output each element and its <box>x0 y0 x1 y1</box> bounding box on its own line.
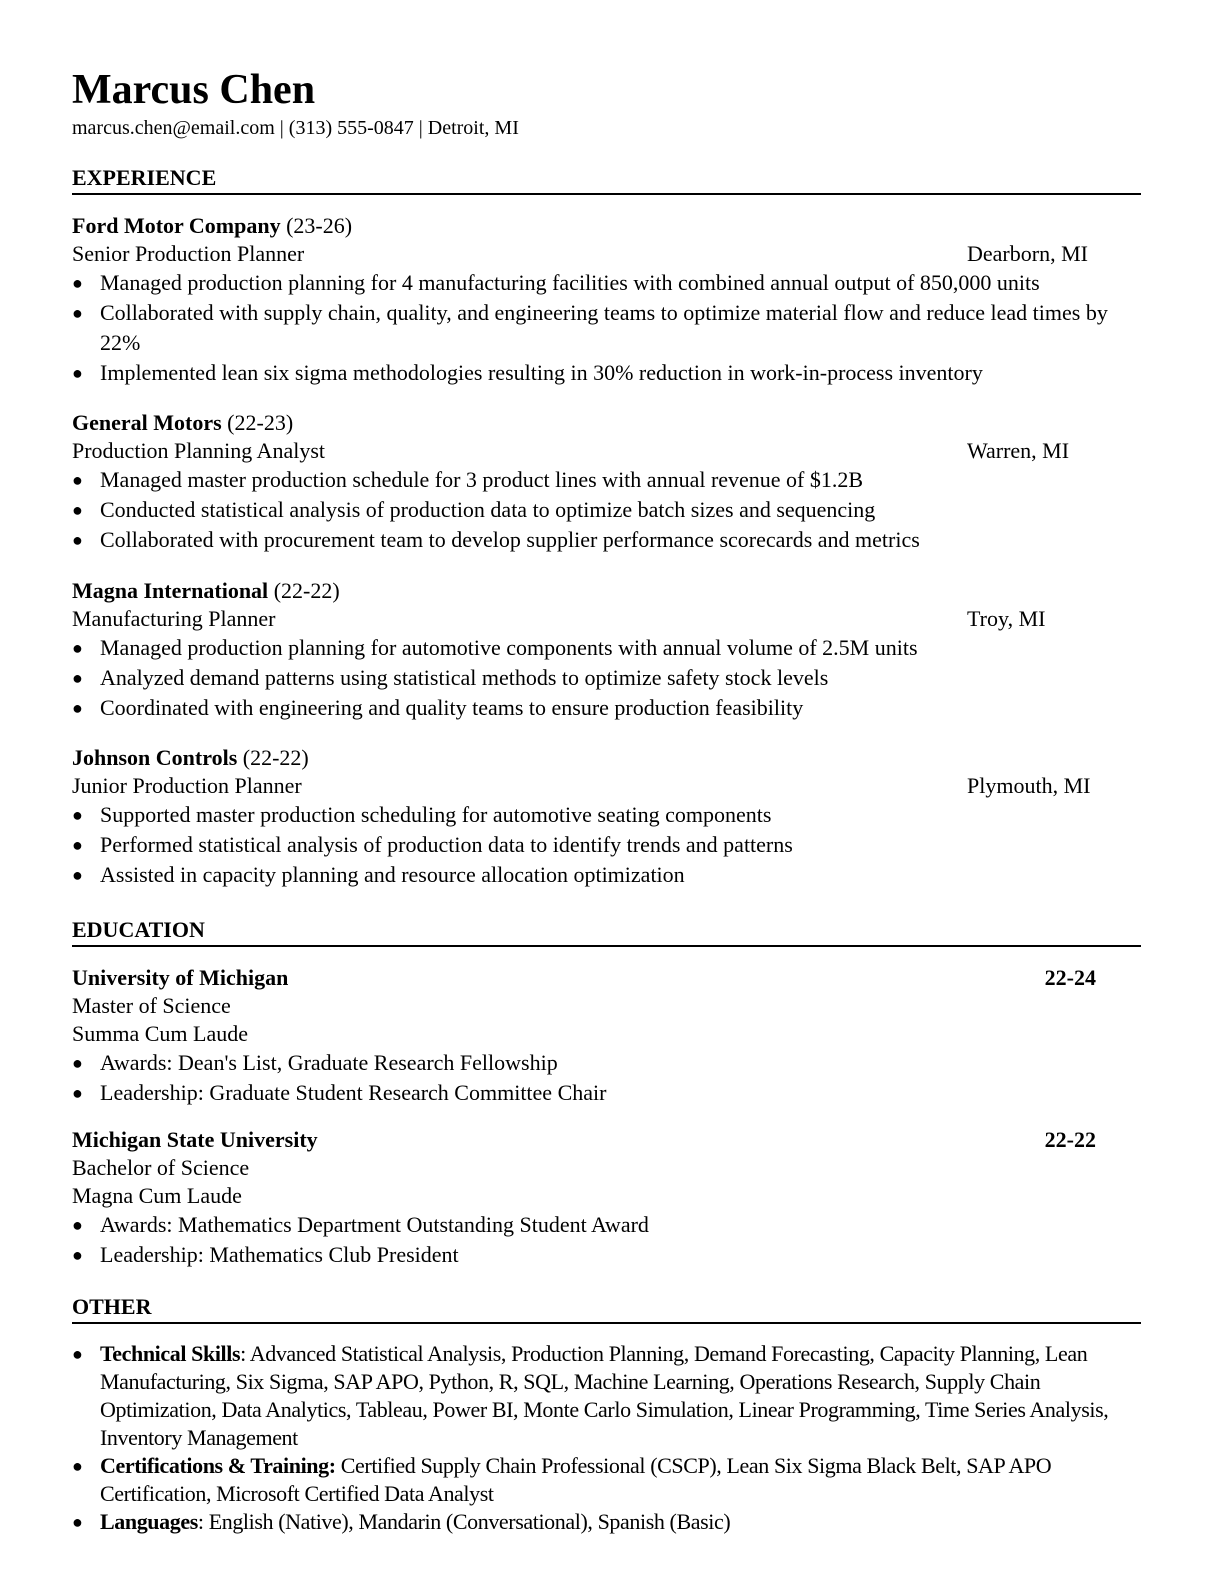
company-name: General Motors <box>72 410 222 435</box>
list-item: ● Awards: Mathematics Department Outstanding Student Award <box>72 1210 1141 1240</box>
bullet-icon: ● <box>72 1512 83 1532</box>
section-title-education: EDUCATION <box>72 915 1141 947</box>
bullet-icon: ● <box>72 530 83 550</box>
bullet-icon: ● <box>72 273 83 293</box>
job-title: Junior Production Planner <box>72 773 302 798</box>
bullet-icon: ● <box>72 1245 83 1265</box>
bullet-icon: ● <box>72 470 83 490</box>
bullet-icon: ● <box>72 835 83 855</box>
education-bullets <box>72 1210 1141 1270</box>
list-item: ● Managed production planning for automotive components with annual volume of 2.5M units <box>72 633 1141 663</box>
bullet-icon: ● <box>72 500 83 520</box>
job-location: Plymouth, MI <box>967 773 1091 798</box>
job-entry <box>72 409 1141 555</box>
job-title: Production Planning Analyst <box>72 438 325 463</box>
company-name: Ford Motor Company <box>72 213 281 238</box>
job-bullets <box>72 268 1141 388</box>
bullet-icon: ● <box>72 1053 83 1073</box>
list-item: ● Analyzed demand patterns using statistical methods to optimize safety stock levels <box>72 663 1141 693</box>
list-item: ● Implemented lean six sigma methodologies resulting in 30% reduction in work-in-process inventory <box>72 358 1141 388</box>
bullet-icon: ● <box>72 303 83 323</box>
education-entry <box>72 964 1141 1108</box>
list-item: ● Supported master production scheduling for automotive seating components <box>72 800 1141 830</box>
bullet-icon: ● <box>72 363 83 383</box>
bullet-icon: ● <box>72 865 83 885</box>
school-name: Michigan State University <box>72 1127 318 1152</box>
list-item: ● Assisted in capacity planning and resource allocation optimization <box>72 860 1141 890</box>
list-item: ● Collaborated with procurement team to develop supplier performance scorecards and metrics <box>72 525 1141 555</box>
list-item: ● Managed master production schedule for 3 product lines with annual revenue of $1.2B <box>72 465 1141 495</box>
list-item: ● Coordinated with engineering and quality teams to ensure production feasibility <box>72 693 1141 723</box>
bullet-icon: ● <box>72 698 83 718</box>
list-item: ● Leadership: Mathematics Club President <box>72 1240 1141 1270</box>
job-location: Warren, MI <box>967 438 1070 463</box>
education-bullets <box>72 1048 1141 1108</box>
job-location: Troy, MI <box>967 606 1046 631</box>
list-item: ● Leadership: Graduate Student Research Committee Chair <box>72 1078 1141 1108</box>
job-location: Dearborn, MI <box>967 241 1088 266</box>
job-title-row <box>72 240 1141 268</box>
company-name: Johnson Controls <box>72 745 238 770</box>
honors: Summa Cum Laude <box>72 1021 248 1046</box>
degree: Bachelor of Science <box>72 1155 250 1180</box>
list-item: ● Technical Skills: Advanced Statistical Analysis, Production Planning, Demand Forecasting, Capacity Planning, Lean Manufacturing, Six Sigma, SAP APO, Python, R, SQL, Machine Learning, Operations Research, Supply Chain Optimization, Data Analytics, Tableau, Power BI, Monte Carlo Simulation, Linear Programming, Time Series Analysis, Inventory Management <box>72 1341 1109 1450</box>
bullet-icon: ● <box>72 1456 83 1476</box>
job-title-row <box>72 437 1141 465</box>
job-title: Senior Production Planner <box>72 241 305 266</box>
list-item: ● Certifications & Training: Certified Supply Chain Professional (CSCP), Lean Six Sigma Black Belt, SAP APO Certification, Microsoft Certified Data Analyst <box>72 1453 1052 1506</box>
job-header <box>72 744 1141 772</box>
job-entry <box>72 577 1141 723</box>
school-row <box>72 1126 1141 1154</box>
school-name: University of Michigan <box>72 965 289 990</box>
job-title: Manufacturing Planner <box>72 606 276 631</box>
job-header <box>72 212 1141 240</box>
bullet-icon: ● <box>72 1344 83 1364</box>
company-name: Magna International <box>72 578 269 603</box>
job-title-row <box>72 605 1141 633</box>
job-bullets <box>72 633 1141 723</box>
job-entry <box>72 744 1141 890</box>
list-item: ● Conducted statistical analysis of production data to optimize batch sizes and sequencing <box>72 495 1141 525</box>
bullet-icon: ● <box>72 1083 83 1103</box>
job-dates: (22-22) <box>268 578 340 603</box>
other-block <box>72 1340 1141 1536</box>
bullet-icon: ● <box>72 805 83 825</box>
job-title-row <box>72 772 1141 800</box>
candidate-name: Marcus Chen <box>72 67 316 113</box>
job-dates: (22-22) <box>237 745 309 770</box>
bullet-icon: ● <box>72 668 83 688</box>
job-entry <box>72 212 1141 388</box>
job-bullets <box>72 465 1141 555</box>
education-entry <box>72 1126 1141 1270</box>
honors: Magna Cum Laude <box>72 1183 242 1208</box>
list-item: ● Awards: Dean's List, Graduate Research Fellowship <box>72 1048 1141 1078</box>
job-header <box>72 577 1141 605</box>
job-dates: (22-23) <box>221 410 294 435</box>
section-title-experience: EXPERIENCE <box>72 163 1141 195</box>
list-item: ● Languages: English (Native), Mandarin (Conversational), Spanish (Basic) <box>72 1509 731 1534</box>
degree: Master of Science <box>72 993 231 1018</box>
bullet-icon: ● <box>72 638 83 658</box>
job-dates: (23-26) <box>280 213 353 238</box>
job-header <box>72 409 1141 437</box>
bullet-icon: ● <box>72 1215 83 1235</box>
list-item: ● Managed production planning for 4 manufacturing facilities with combined annual output of 850,000 units <box>72 268 1141 298</box>
education-dates: 22-22 <box>1044 1127 1096 1152</box>
section-title-other: OTHER <box>72 1292 1141 1324</box>
list-item: ● Collaborated with supply chain, quality, and engineering teams to optimize material flow and reduce lead times by 22% <box>72 300 1108 355</box>
school-row <box>72 964 1141 992</box>
list-item: ● Performed statistical analysis of production data to identify trends and patterns <box>72 830 1141 860</box>
job-bullets <box>72 800 1141 890</box>
education-dates: 22-24 <box>1044 965 1096 990</box>
other-list <box>72 1340 1141 1536</box>
contact-line: marcus.chen@email.com | (313) 555-0847 | Detroit, MI <box>72 117 519 139</box>
